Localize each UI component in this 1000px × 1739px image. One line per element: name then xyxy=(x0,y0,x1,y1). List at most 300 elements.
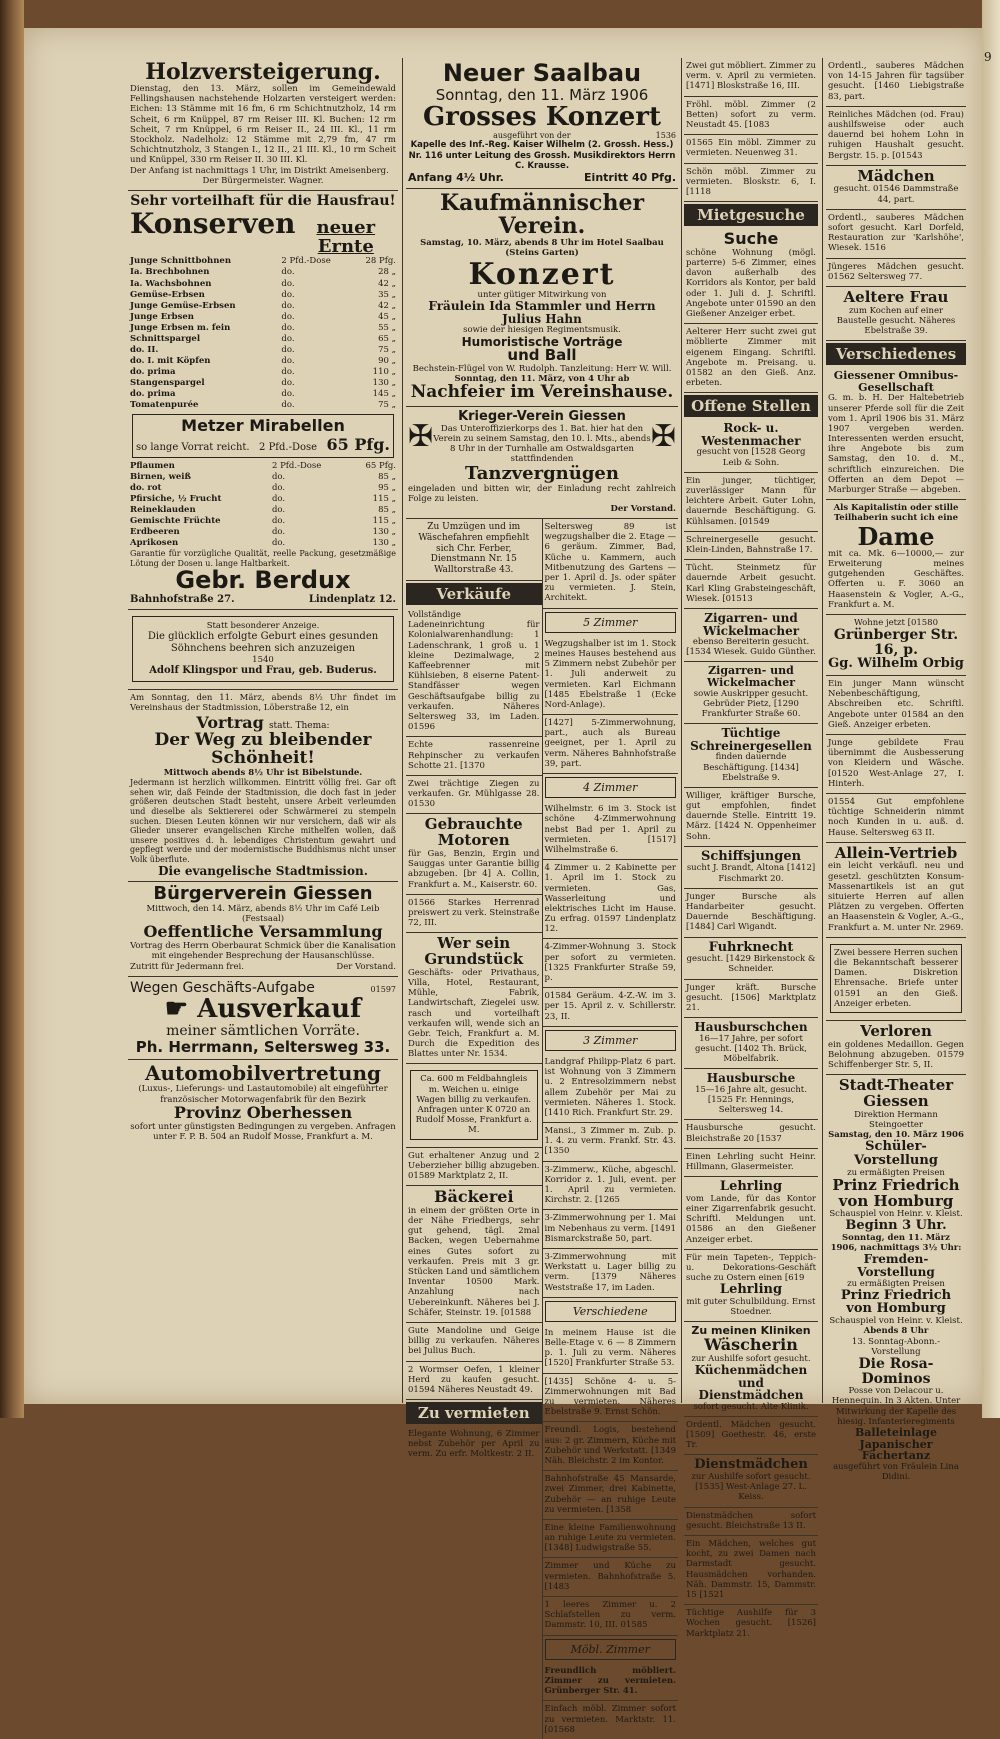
ad-body: Zutritt für Jedermann frei. xyxy=(130,961,244,972)
ad-artists: Fräulein Ida Stammler und Herrn Julius Hahn xyxy=(428,299,656,326)
ad-body: gesucht. [1429 Birkenstock & Schneider. xyxy=(686,954,816,975)
ad-body: Kapelle des Inf.-Reg. Kaiser Wilhelm (2. Grossh. Hess.) Nr. 116 unter Leitung des Grossh. Musikdirektors Herrn C. Krausse. xyxy=(408,140,676,171)
ad-dame xyxy=(826,500,966,615)
item-unit: 2 Pfd.-Dose xyxy=(271,460,322,471)
ad-body: 15—16 Jahre alt, gesucht. [1525 Fr. Hennings, Seltersweg 14. xyxy=(695,1084,807,1116)
ad-umzuege xyxy=(406,519,542,581)
ad-bursche xyxy=(684,788,818,847)
ad-body: Schreinergeselle gesucht. Klein-Linden, Bahnstraße 17. xyxy=(686,534,816,555)
item-unit: do. xyxy=(281,289,295,300)
ad-zigarren xyxy=(684,609,818,663)
column-rule xyxy=(402,58,403,1403)
column-rule xyxy=(822,58,823,1403)
item-price: 55 „ xyxy=(378,322,396,333)
ad-body: Seltersweg 89 ist wegzugshalber die 2. Etage — 6 geräum. Zimmer, Bad, Küche u. Kammern, auch Mitbenutzung des Gartens — per 1. April d. Js. oder später zu vermieten. J. Stein, Architekt. xyxy=(544,522,676,604)
item-unit: do. xyxy=(281,400,295,411)
ad-title: Grünberger Str. 16, p. xyxy=(833,627,959,658)
ad-body: unter gütiger Mitwirkung von xyxy=(477,290,607,301)
ad-title: Tanzvergnügen xyxy=(465,462,619,484)
birth-head: Statt besonderer Anzeige. xyxy=(206,620,320,631)
item-unit: do. xyxy=(271,516,286,527)
item-name: Junge Gemüse-Erbsen xyxy=(130,300,236,311)
ad-body: Zwei gut möbliert. Zimmer zu verm. v. April zu vermieten. [1471] Bloskstraße 16, III. xyxy=(686,61,816,92)
ad-head: Wegen Geschäfts-Aufgabe xyxy=(130,979,315,996)
ad-body: 13. Sonntag-Abonn.-Vorstellung xyxy=(851,1336,941,1357)
price-row xyxy=(130,323,396,334)
ad-time: Abends 8 Uhr xyxy=(863,1326,929,1337)
price-row xyxy=(130,290,396,301)
ad-body: 1 leeres Zimmer u. 2 Schlafstellen zu verm. Dammstr. 10, III. 01585 xyxy=(544,1600,676,1631)
item-unit: 2 Pfd.-Dose xyxy=(281,256,331,267)
ad-firm: Ph. Herrmann, Seltersweg 33. xyxy=(135,1037,391,1056)
ad-body: Dienstag, den 13. März, sollen im Gemeindewald Fellingshausen nachstehende Holzarten versteigert werden: Eichen: 13 Stämme mit 16 fm, 6 rm Schichtnutzholz, 14 rm Scheit, 6 rm Knüppel, 87 rm Reiser III. Kl. Buchen: 12 rm Scheit, 7 rm Knüppel, 6 rm Reiser II., 24 III. Kl., 11 rm Stockholz. Nadelholz: 12 Stämme mit 2,79 fm, 47 rm Schichtnutzholz, 3 Stangen I., 12 II., 21 III. Kl., 10 rm Scheit und Knüppel, 330 rm Reiser II. 30 III. Kl. xyxy=(130,84,396,166)
price-row xyxy=(130,301,396,312)
ad-maedchen xyxy=(826,166,966,210)
item-unit: do. xyxy=(281,344,295,355)
item-unit: do. xyxy=(271,527,286,538)
column-4 xyxy=(826,58,966,1486)
ad-automobil xyxy=(128,1060,398,1146)
item-name: do. rot xyxy=(130,482,162,493)
ad-5-zimmer-b xyxy=(543,715,679,774)
ad-c4-b2 xyxy=(826,107,966,166)
ad-title: Rock- u. Westenmacher xyxy=(701,421,801,448)
ad-head: Zu meinen Kliniken xyxy=(691,1324,811,1338)
classified-right xyxy=(542,519,679,1739)
ad-body: in einem der größten Orte in der Nähe Friedbergs, sehr gut gehend, tägl. 2mal Backen, wegen Uebernahme eines Gutes sofort zu verkaufen. Preis mit 3 gr. Stücken Land und sämtlichem Inventar 10500 Mark. Anzahlung nach Uebereinkunft. Näheres bei J. Schäfer, Steinstr. 19. [01588 xyxy=(408,1205,540,1318)
birth-names: Adolf Klingspor und Frau, geb. Buderus. xyxy=(149,665,377,677)
price-list xyxy=(130,256,396,411)
ad-title: Lehrling xyxy=(719,1179,783,1195)
ad-number: 1536 xyxy=(655,131,676,141)
ad-body: In meinem Hause ist die Belle-Etage v. 6 — 8 Zimmern p. 1. Juli zu verm. Näheres [1520] Frankfurter Straße 53. xyxy=(544,1327,676,1369)
ad-signature: Der Vorstand. xyxy=(336,961,396,972)
price-row xyxy=(130,256,396,267)
column-3 xyxy=(684,58,818,1643)
ad-4-zimmer-w xyxy=(543,939,679,988)
ad-title: Neuer Saalbau xyxy=(442,59,642,87)
ad-body: ein goldenes Medaillon. Gegen Belohnung abzugeben. 01579 Schiffenberger Str. 5, II. xyxy=(828,1039,964,1071)
ad-schneiderin xyxy=(826,794,966,843)
ad-body: Der Anfang ist nachmittags 1 Uhr, im Distrikt Ameisenberg. xyxy=(130,165,389,176)
ad-title: Hausbursche xyxy=(706,1071,796,1086)
ad-body: Vortrag des Herrn Oberbaurat Schmick über die Kanalisation mit eingehender Besprechung der Hausanschlüsse. xyxy=(130,941,396,962)
ad-3-zimmer-d xyxy=(543,1210,679,1249)
ad-3-zimmer-e xyxy=(543,1249,679,1298)
item-price: 115 „ xyxy=(372,494,396,505)
ad-herren xyxy=(826,938,966,1021)
ad-dienstmaedchen2 xyxy=(684,1508,818,1536)
section-head-5-zimmer: 5 Zimmer xyxy=(545,612,677,633)
item-unit: do. xyxy=(281,278,295,289)
ad-v3 xyxy=(543,1422,679,1471)
ad-body: ausgeführt von Fräulein Lina Didini. xyxy=(833,1461,959,1482)
ad-title: Schüler-Vorstellung xyxy=(854,1139,938,1168)
box-price: 65 Pfg. xyxy=(326,434,390,454)
ad-body: ebenso Bereiterin gesucht. [1534 Wiesek. Guido Günther. xyxy=(686,637,816,658)
ad-frau2 xyxy=(826,735,966,794)
ad-title: Die Rosa-Dominos xyxy=(858,1355,934,1387)
ad-date: Sonntag, den 11. März 1906 xyxy=(435,86,649,105)
ad-date: Mittwoch, den 14. März, abends 8½ Uhr im Café Leib (Festsaal) xyxy=(146,904,380,925)
ad-oefen xyxy=(406,1362,542,1401)
ad-signature: Der Vorstand. xyxy=(610,503,676,514)
item-price: 130 „ xyxy=(372,527,396,538)
ad-body: sucht J. Brandt, Altona [1412] Fischmarkt 20. xyxy=(686,863,816,884)
item-name: Gemischte Früchte xyxy=(130,516,221,527)
ad-body: 01565 Ein möbl. Zimmer zu vermieten. Neuenweg 31. xyxy=(686,138,816,159)
ad-body: Geschäfts- oder Privathaus, Villa, Hotel, Restaurant, Mühle, Fabrik, Landwirtschaft, Ziegelei usw. rasch und vorteilhaft verkaufen will, wende sich an Gebr. Teich, Frankfurt a. M. Durch die Expedition des Blattes unter Nr. 1534. xyxy=(408,967,540,1060)
ad-title: Zigarren- und Wickelmacher xyxy=(702,610,800,638)
ad-region: Provinz Oberhessen xyxy=(173,1102,353,1122)
ad-body: Junge gebildete Frau übernimmt die Ausbesserung von Kleidern und Wäsche. [01520 West-Anlage 27, I. Hinterh. xyxy=(828,738,964,789)
ad-program: Humoristische Vorträge xyxy=(461,334,623,349)
ad-konserven xyxy=(128,191,398,610)
ad-title: Gebrauchte Motoren xyxy=(424,815,523,850)
item-name: Erdbeeren xyxy=(130,527,180,538)
ad-mandoline xyxy=(406,1323,542,1362)
ad-body: sofort gesucht. Alte Klinik. xyxy=(693,1401,809,1412)
ad-title: Grosses Konzert xyxy=(422,102,662,133)
price-row xyxy=(130,367,396,378)
ad-body: Gute Mandoline und Geige billig zu verkaufen. Näheres bei Julius Buch. xyxy=(408,1325,540,1357)
ad-program: Balleteinlage xyxy=(854,1426,938,1439)
ad-allein-vertrieb xyxy=(826,843,966,938)
ad-body: Am Sonntag, den 11. März, abends 8½ Uhr findet im Vereinshaus der Stadtmission, Löberstraße 12, ein xyxy=(130,693,396,714)
item-unit: do. xyxy=(271,471,286,482)
ad-body: schöne Wohnung (mögl. parterre) 5-6 Zimmer, eines davon außerhalb des Korridors als Kontor, per bald oder 1. Juli d. J. Schriftl. Angebote unter 01590 an den Gießener Anzeiger erbet. xyxy=(686,247,816,319)
ad-address: Lindenplatz 12. xyxy=(308,593,396,605)
ad-title: Küchenmädchen und Dienstmädchen xyxy=(694,1362,808,1403)
item-name: do. II. xyxy=(130,344,159,355)
ad-body: zur Aushilfe sofort gesucht. xyxy=(691,1353,811,1364)
item-unit: do. xyxy=(281,377,295,388)
ad-date: Samstag, den 10. März 1906 xyxy=(828,1130,964,1141)
ad-body: Posse von Delacour u. Hennequin. In 3 Akten. Unter Mitwirkung der Kapelle des hiesig. Infanterieregiments xyxy=(831,1386,961,1427)
ad-body: Dienstmädchen sofort gesucht. Bleichstraße 13 II. xyxy=(686,1510,816,1531)
ad-vortrag xyxy=(128,690,398,882)
ad-c3-a1 xyxy=(684,58,818,97)
ad-4-zimmer-r xyxy=(543,988,679,1027)
ad-body: Jüngeres Mädchen gesucht. 01562 Seltersweg 77. xyxy=(828,261,964,282)
section-head-verschiedene: Verschiedene xyxy=(545,1301,677,1322)
item-unit: do. xyxy=(281,355,295,366)
ad-title: Zigarren- und Wickelmacher xyxy=(706,664,796,690)
ad-body: Ordentl., sauberes Mädchen von 14-15 Jahren für tagsüber gesucht. [1460 Liebigstraße 83, part. xyxy=(828,61,964,102)
item-name: Reineklauden xyxy=(130,505,196,516)
ad-date: Sonntag, den 11. März 1906, nachmittags 3½ Uhr: xyxy=(830,1233,962,1254)
ad-junger xyxy=(684,889,818,938)
ad-body: gesucht von [1528 Georg Leib & Sohn. xyxy=(696,447,806,468)
item-name: Ia. Wachsbohnen xyxy=(130,278,212,289)
ad-body: 2 Wormser Oefen, 1 kleiner Herd zu kaufen gesucht. 01594 Näheres Neustadt 49. xyxy=(408,1364,540,1395)
ad-verloren xyxy=(826,1021,966,1075)
ad-suche xyxy=(684,228,818,324)
ad-body: Hausbursche gesucht. Bleichstraße 20 [1537 xyxy=(686,1123,816,1144)
ad-title: Tüchtige Schreinergesellen xyxy=(690,726,812,753)
ad-aushilfe xyxy=(684,1605,818,1643)
item-price: 130 „ xyxy=(372,377,396,388)
ad-waescherin xyxy=(684,1322,818,1417)
ad-feldbahn xyxy=(406,1064,542,1147)
ad-lehrling3 xyxy=(684,1250,818,1323)
ad-body: Freundlich möbliert. Zimmer zu vermieten. Grünberger Str. 41. xyxy=(544,1665,676,1697)
classified-split xyxy=(406,519,678,1739)
price-row xyxy=(130,400,396,411)
item-price: 90 „ xyxy=(378,355,396,366)
ad-body: sofort unter günstigsten Bedingungen zu vergeben. Anfragen unter F. P. B. 504 an Rudolf Mosse, Frankfurt a. M. xyxy=(130,1121,396,1142)
ad-schreiner2 xyxy=(684,724,818,788)
ad-v1 xyxy=(543,1325,679,1374)
ad-body: ausgeführt von der xyxy=(493,131,571,141)
ad-body: Ordentl., sauberes Mädchen sofort gesucht. Karl Dorfeld, Restauration zur 'Karlshöhe', Wiesek. 1516 xyxy=(828,212,964,254)
book-binding xyxy=(0,0,24,1418)
ad-title: Holzversteigerung. xyxy=(145,59,381,85)
ad-body: meiner sämtlichen Vorräte. xyxy=(166,1022,360,1039)
ad-body: Schauspiel von Heinr. v. Kleist. xyxy=(829,1316,963,1327)
item-price: 75 „ xyxy=(378,344,396,355)
price-row xyxy=(130,494,396,505)
ad-entry: Eintritt 40 Pfg. xyxy=(584,171,676,185)
item-name: do. I. mit Köpfen xyxy=(130,355,211,366)
price-row xyxy=(130,472,396,483)
ad-body: Fröhl. möbl. Zimmer (2 Betten) sofort zu verm. Neustadt 45. [1083 xyxy=(686,99,816,130)
item-price: 35 „ xyxy=(378,289,396,300)
ad-laden xyxy=(406,607,542,737)
item-price: 65 Pfg. xyxy=(365,460,396,471)
ad-body: 3-Zimmerwohnung mit Werkstatt u. Lager billig zu verm. [1379 Näheres Weststraße 17, im Laden. xyxy=(544,1251,676,1293)
ad-title: Dienstmädchen xyxy=(694,1457,808,1473)
ad-start: Anfang 4½ Uhr. xyxy=(408,171,504,185)
item-price: 130 „ xyxy=(372,538,396,549)
item-unit: do. xyxy=(281,366,295,377)
ad-body: Jedermann ist herzlich willkommen. Eintritt völlig frei. Gar oft sehen wir, daß Feinde der Stadtmission, die doch fast in jeder größeren deutschen Stadt besteht, unsere Arbeit verleumden und dieselbe als Sektiererei oder Schwärmerei zu stempeln suchen. Diesen Leuten können wir nur versichern, daß wir als Glieder unserer evangelischen Kirche mithelfen wollen, daß unsere positives d. h. lebendiges Christentum gewahrt und gepflegt werde und der modernistische Buddhismus nicht unser Volk überflute. xyxy=(130,778,396,865)
ad-3-zimmer-b xyxy=(543,1123,679,1162)
ad-title: Suche xyxy=(723,229,779,249)
ad-body: Reinliches Mädchen (od. Frau) aushilfsweise oder auch dauernd bei hohem Lohn in ruhigen Haushalt gesucht. Bergstr. 15. p. [01543 xyxy=(828,109,964,161)
ad-body: zum Kochen auf einer Baustelle gesucht. Näheres Ebelstraße 39. xyxy=(836,305,956,337)
newspaper-page xyxy=(24,28,982,1735)
ad-c4-b1 xyxy=(826,58,966,107)
ad-rockmacher xyxy=(684,419,818,473)
mirabellen-box xyxy=(132,414,394,458)
item-price: 85 „ xyxy=(378,471,396,482)
ad-schiffsjungen xyxy=(684,847,818,889)
iron-cross-icon: ✠ xyxy=(408,419,434,455)
section-head-moebl-zimmer: Möbl. Zimmer xyxy=(545,1639,677,1660)
item-price: 75 „ xyxy=(378,400,396,411)
item-unit: do. xyxy=(271,538,286,549)
ad-body: mit guter Schulbildung. Ernst Stoedner. xyxy=(686,1297,816,1318)
ad-body: [1427] 5-Zimmerwohnung, part., auch als Bureau geeignet, per 1. April zu verm. Näheres Bahnhofstraße 39, part. xyxy=(544,718,676,769)
ad-title: Fremden-Vorstellung xyxy=(857,1252,935,1280)
ad-title: Nachfeier im Vereinshause. xyxy=(410,382,674,403)
section-head-offene-stellen: Offene Stellen xyxy=(684,395,818,417)
ad-title: Prinz Friedrich von Homburg xyxy=(832,1175,960,1210)
ad-c3-a2 xyxy=(684,97,818,136)
ad-v6 xyxy=(543,1558,679,1597)
item-name: Ia. Brechbohnen xyxy=(130,267,210,278)
ad-stellen xyxy=(826,676,966,735)
ad-body: Ein junger Mann wünscht Nebenbeschäftigung, Abschreiben etc. Schriftl. Angebote unter 01584 an den Gieß. Anzeiger erbeten. xyxy=(828,679,964,730)
item-unit: do. xyxy=(281,300,295,311)
ad-body: Mittwoch abends 8½ Uhr ist Bibelstunde. xyxy=(163,768,363,779)
ad-body: Mansi., 3 Zimmer m. Zub. p. 1. 4. zu verm. Frankf. Str. 43. [1350 xyxy=(544,1126,676,1157)
price-row xyxy=(130,505,396,516)
ad-hausbursche3 xyxy=(684,1120,818,1148)
ad-body: Schön möbl. Zimmer zu vermieten. Bloskstr. 6, I. [1118 xyxy=(686,166,816,197)
ad-v7 xyxy=(543,1597,679,1636)
ad-hunde xyxy=(406,737,542,776)
ad-body: Das Unteroffizierkorps des 1. Bat. hier hat den Verein zu seinem Samstag, den 10. l. Mts., abends 8 Uhr in der Turnhalle am Ostwaldsgarten stattfindenden xyxy=(433,423,651,465)
item-unit: do. xyxy=(271,482,286,493)
section-head-3-zimmer: 3 Zimmer xyxy=(545,1030,677,1051)
price-row xyxy=(130,279,396,290)
section-head-verkaeufe: Verkäufe xyxy=(406,583,542,605)
ad-steinmetz xyxy=(684,560,818,609)
ad-fuhrknecht xyxy=(684,938,818,980)
ad-body: zur Aushilfe sofort gesucht. [1535] West-Anlage 27. L. Keiss. xyxy=(691,1472,811,1503)
price-row xyxy=(130,267,396,278)
ad-body: Ein Mädchen, welches gut kocht, zu zwei Damen nach Darmstadt gesucht. Hausmädchen vorhanden. Näh. Dammstr. 15, Dammstr. 15 [1521 xyxy=(686,1539,816,1600)
item-name: Pfirsiche, ½ Frucht xyxy=(130,494,222,505)
item-price: 28 Pfg. xyxy=(365,256,396,267)
ad-m1 xyxy=(543,1663,679,1702)
ad-program: und Ball xyxy=(507,346,577,365)
item-price: 65 „ xyxy=(378,333,396,344)
pointing-hand-icon: ☛ xyxy=(164,993,198,1024)
ad-body: zu ermäßigten Preisen xyxy=(847,1278,945,1289)
ad-head: Wohne jetzt [01580 xyxy=(854,617,938,628)
ad-holzversteigerung xyxy=(128,58,398,191)
page-edge-number: 9 xyxy=(984,50,992,64)
ad-body: finden dauernde Beschäftigung. [1434] Ebelstraße 9. xyxy=(703,752,799,783)
ad-subtitle: neuer Ernte xyxy=(316,216,376,257)
ad-maedchen3 xyxy=(826,259,966,287)
box-unit: 2 Pfd.-Dose xyxy=(259,441,318,453)
ad-herrenrad xyxy=(406,895,542,934)
ad-hausbursche xyxy=(684,1069,818,1120)
ad-title: Prinz Friedrich von Homburg xyxy=(840,1287,952,1317)
ad-title: Konserven xyxy=(130,206,296,240)
item-unit: do. xyxy=(281,333,295,344)
ad-body: sowie der hiesigen Regimentsmusik. xyxy=(463,325,621,336)
ad-orbig xyxy=(826,615,966,676)
ad-body: Bahnhofstraße 45 Mansarde, zwei Zimmer, drei Kabinette, Zubehör — an ruhige Leute zu vermieten. [1358 xyxy=(544,1474,676,1515)
ad-motoren xyxy=(406,814,542,894)
ad-date: Samstag, 10. März, abends 8 Uhr im Hotel Saalbau (Steins Garten) xyxy=(420,238,664,259)
ad-ziegen xyxy=(406,776,542,815)
ad-m2 xyxy=(543,1701,679,1739)
ad-program: Japanischer Fächertanz xyxy=(859,1437,933,1463)
ad-body: (Luxus-, Lieferungs- und Lastautomobile) alt eingeführter französischer Motorwagenfabrik für den Bezirk xyxy=(138,1084,388,1105)
ad-body: Direktion Hermann Steingoetter xyxy=(854,1109,938,1130)
ad-wohnung xyxy=(406,1426,542,1464)
item-unit: do. xyxy=(281,322,295,333)
price-row xyxy=(130,483,396,494)
section-head-verschiedenes: Verschiedenes xyxy=(826,343,966,365)
ad-title: Verloren xyxy=(860,1021,932,1040)
ad-body: Gut erhaltener Anzug und 2 Ueberzieher billig abzugeben. 01589 Marktplatz 2, II. xyxy=(408,1150,540,1181)
ad-hausburschchen xyxy=(684,1018,818,1069)
ad-kaufmaennischer-verein xyxy=(406,189,678,407)
ad-body: Zimmer und Küche zu vermieten. Bahnhofstraße 5. [1483 xyxy=(544,1561,676,1592)
price-row xyxy=(130,527,396,538)
ad-3-zimmer xyxy=(543,1054,679,1123)
ad-krieger-verein xyxy=(406,407,678,519)
box-note: so lange Vorrat reicht. xyxy=(136,441,250,453)
ad-body: 3-Zimmerw., Küche, abgeschl. Korridor z. 1. Juli, event. per 1. April zu vermieten. Kirchstr. 2. [1265 xyxy=(544,1164,676,1206)
item-unit: do. xyxy=(281,389,295,399)
ad-baeckerei xyxy=(406,1186,542,1323)
item-price: 85 „ xyxy=(378,505,396,516)
column-rule xyxy=(681,58,682,1403)
ad-body: sowie Auskripper gesucht. Gebrüder Pietz, [1290 Frankfurter Straße 60. xyxy=(693,688,809,719)
ad-zwei-zimmer xyxy=(684,324,818,393)
ad-body: Zwei trächtige Ziegen zu verkaufen. Gr. Mühlgasse 28. 01530 xyxy=(408,778,540,810)
ad-body: Ordentl. Mädchen gesucht. [1509] Goethestr. 46, erste Tr. xyxy=(686,1419,816,1451)
ad-zigarren2 xyxy=(684,662,818,724)
price-row xyxy=(130,461,396,472)
ad-body: Einen Lehrling sucht Heinr. Hillmann, Glasermeister. xyxy=(686,1151,816,1173)
ad-number: 01597 xyxy=(370,984,396,994)
ad-v5 xyxy=(543,1520,679,1559)
ad-title: Bäckerei xyxy=(433,1187,514,1207)
ad-body: Für mein Tapeten-, Teppich- u. Dekorations-Geschäft suche zu Ostern einen [619 xyxy=(686,1252,816,1284)
ad-birth xyxy=(128,610,398,690)
ad-body: Landgraf Philipp-Platz 6 part. ist Wohnung von 3 Zimmern u. 2 Entresolzimmern nebst allem Zubehör per Mai zu vermieten. Näheres 1. Stock. [1410 Rich. Frankfurt Str. 29. xyxy=(544,1056,676,1118)
ad-firm: Gebr. Berdux xyxy=(175,566,351,595)
item-name: Aprikosen xyxy=(130,538,179,549)
ad-grundstueck xyxy=(406,933,542,1064)
item-name: Pflaumen xyxy=(130,460,175,471)
ad-lehrling2 xyxy=(684,1177,818,1250)
ad-body: Bechstein-Flügel von W. Rudolph. Tanzleitung: Herr W. Will. xyxy=(412,364,672,375)
item-name: do. prima xyxy=(130,366,176,377)
item-price: 95 „ xyxy=(378,482,396,493)
ad-body: Wilhelmstr. 6 im 3. Stock ist schöne 4-Zimmerwohnung nebst Bad per 1. April zu vermieten. [1517] Wilhelmstraße 6. xyxy=(544,804,676,855)
ad-ausverkauf xyxy=(128,977,398,1061)
ad-title: Giessener Omnibus-Gesellschaft xyxy=(833,369,959,394)
ad-body: G. m. b. H. Der Haltebetrieb unserer Pferde soll für die Zeit vom 1. April 1906 bis 31. März 1907 vergeben werden. Interessenten werden ersucht, ihre Angebote bis zum Samstag, den 10. d. M., schriftlich einzureichen. Die Offerten an dem Depot — Marburger Straße — abgeben. xyxy=(828,393,964,496)
ad-title: Lehrling xyxy=(719,1282,783,1298)
ad-4-zimmer xyxy=(543,801,679,860)
ad-title: Ausverkauf xyxy=(197,993,362,1024)
next-page-edge xyxy=(982,0,1000,1418)
ad-body: zu ermäßigten Preisen xyxy=(847,1167,945,1178)
price-row xyxy=(130,345,396,356)
price-row xyxy=(130,516,396,527)
ad-date: Sonntag, den 11. März, von 4 Uhr ab xyxy=(454,374,630,385)
section-head-mietgesuche: Mietgesuche xyxy=(684,204,818,226)
ad-body: Einfach möbl. Zimmer sofort zu vermieten. Marktstr. 11. [01568 xyxy=(544,1704,676,1735)
item-name: Junge Schnittbohnen xyxy=(130,256,232,267)
ad-title: Fuhrknecht xyxy=(708,939,794,955)
ad-title: Mädchen xyxy=(857,166,935,185)
item-unit: do. xyxy=(271,494,286,505)
ad-4-zimmer-k xyxy=(543,860,679,939)
ad-body: 4 Zimmer u. 2 Kabinette per 1. April im 1. Stock zu vermieten. Gas, Wasserleitung und elektrisches Licht im Hause. Zu erfrag. 01597 Lindenplatz 12. xyxy=(544,863,676,935)
ad-5-zimmer xyxy=(543,636,679,715)
ad-title: Konzert xyxy=(468,256,616,292)
ad-mann xyxy=(684,473,818,532)
item-name: Gemüse-Erbsen xyxy=(130,289,205,300)
ad-body: Aelterer Herr sucht zwei gut möblierte Zimmer mit eigenem Eingang. Schriftl. Angebote m. Preisang. u. 01582 an den Gieß. Anz. erbeten. xyxy=(686,327,816,389)
ad-title: Oeffentliche Versammlung xyxy=(143,922,383,942)
ad-omnibus xyxy=(826,367,966,500)
ad-title: Wer sein Grundstück xyxy=(424,934,524,968)
ad-body: Echte rassenreine Rehpinscher zu verkaufen Schotte 21. [1370 xyxy=(408,740,540,771)
